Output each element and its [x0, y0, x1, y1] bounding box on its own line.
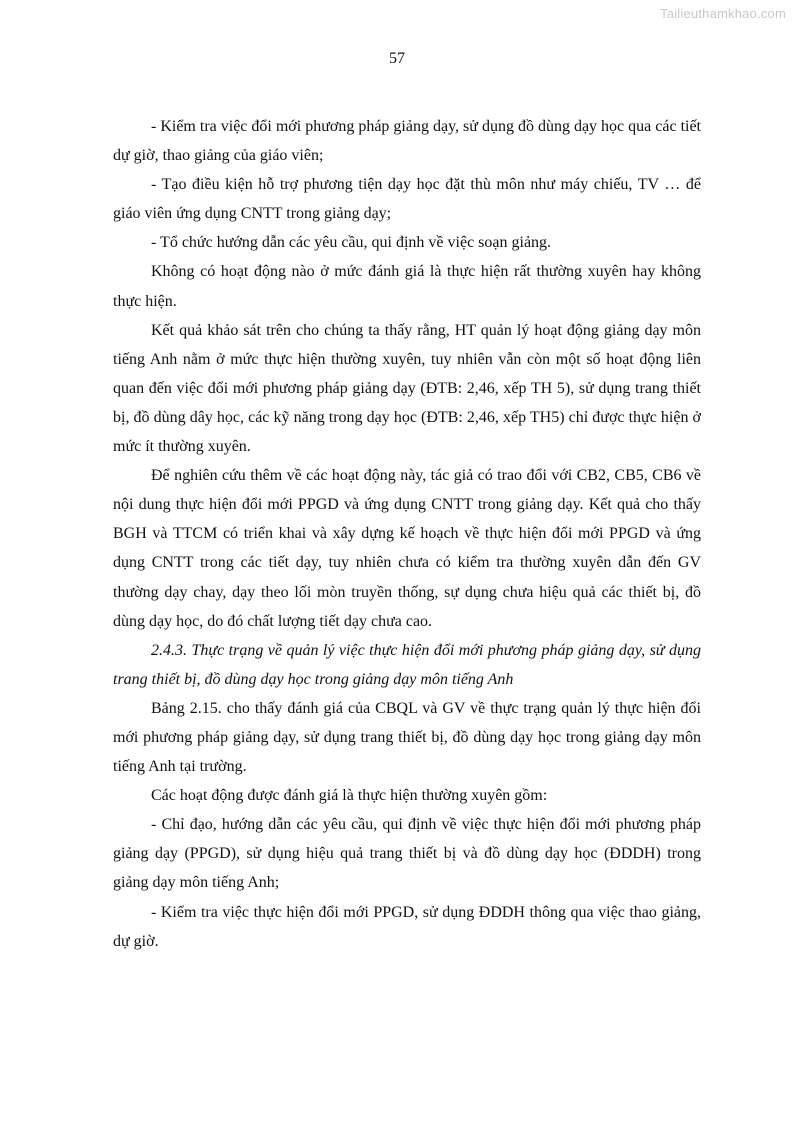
paragraph-table-2-15: Bảng 2.15. cho thấy đánh giá của CBQL và GV về thực trạng quản lý thực hiện đổi mới phương pháp giảng dạy, sử dụng trang thiết bị, đồ dùng dạy học trong giảng dạy môn tiếng Anh tại trường.: [113, 699, 701, 776]
paragraph-bullet-observation: - Kiểm tra việc thực hiện đổi mới PPGD, sử dụng ĐDDH thông qua việc thao giảng, dự giờ.: [113, 903, 701, 950]
paragraph-bullet-lesson-planning: - Tổ chức hướng dẫn các yêu cầu, qui định về việc soạn giảng.: [151, 234, 552, 252]
paragraph-survey-result: Kết quả khảo sát trên cho chúng ta thấy rằng, HT quản lý hoạt động giảng dạy môn tiếng Anh nằm ở mức thực hiện thường xuyên, tuy nhiên vẫn còn một số hoạt động liên quan đến việc đổi mới phương pháp giảng dạy (ĐTB: 2,46, xếp TH 5), sử dụng trang thiết bị, đồ dùng dây học, các kỹ năng trong dạy học (ĐTB: 2,46, xếp TH5) chỉ được thực hiện ở mức ít thường xuyên.: [113, 321, 701, 456]
document-body: [113, 112, 701, 956]
paragraph-no-activity: Không có hoạt động nào ở mức đánh giá là thực hiện rất thường xuyên hay không thực hiện.: [113, 263, 701, 310]
section-heading-2-4-3: 2.4.3. Thực trạng về quản lý việc thực hiện đổi mới phương pháp giảng dạy, sử dụng trang thiết bị, đồ dùng dạy học trong giảng dạy môn tiếng Anh: [113, 641, 701, 688]
watermark: Tailieuthamkhao.com: [660, 6, 786, 21]
paragraph-bullet-guidance: - Chỉ đạo, hướng dẫn các yêu cầu, qui định về việc thực hiện đổi mới phương pháp giảng dạy (PPGD), sử dụng hiệu quả trang thiết bị và đồ dùng dạy học (ĐDDH) trong giảng dạy môn tiếng Anh;: [113, 816, 701, 892]
page-number: 57: [389, 50, 405, 67]
paragraph-bullet-inspection: - Kiểm tra việc đổi mới phương pháp giảng dạy, sử dụng đồ dùng dạy học qua các tiết dự giờ, thao giảng của giáo viên;: [113, 118, 701, 165]
paragraph-bullet-equipment-support: - Tạo điều kiện hỗ trợ phương tiện dạy học đặt thù môn như máy chiếu, TV … để giáo viên ứng dụng CNTT trong giảng dạy;: [113, 176, 701, 223]
paragraph-interview: Để nghiên cứu thêm về các hoạt động này, tác giả có trao đổi với CB2, CB5, CB6 về nội dung thực hiện đổi mới PPGD và ứng dụng CNTT trong giảng dạy. Kết quả cho thấy BGH và TTCM có triển khai và xây dựng kế hoạch về thực hiện đổi mới PPGD và ứng dụng CNTT trong các tiết dạy, tuy nhiên chưa có kiểm tra thường xuyên dẫn đến GV thường dạy chay, dạy theo lối mòn truyền thống, sự dụng chưa hiệu quả các thiết bị, đồ dùng dạy học, do đó chất lượng tiết dạy chưa cao.: [113, 467, 701, 630]
paragraph-activities-intro: Các hoạt động được đánh giá là thực hiện thường xuyên gồm:: [151, 787, 548, 805]
